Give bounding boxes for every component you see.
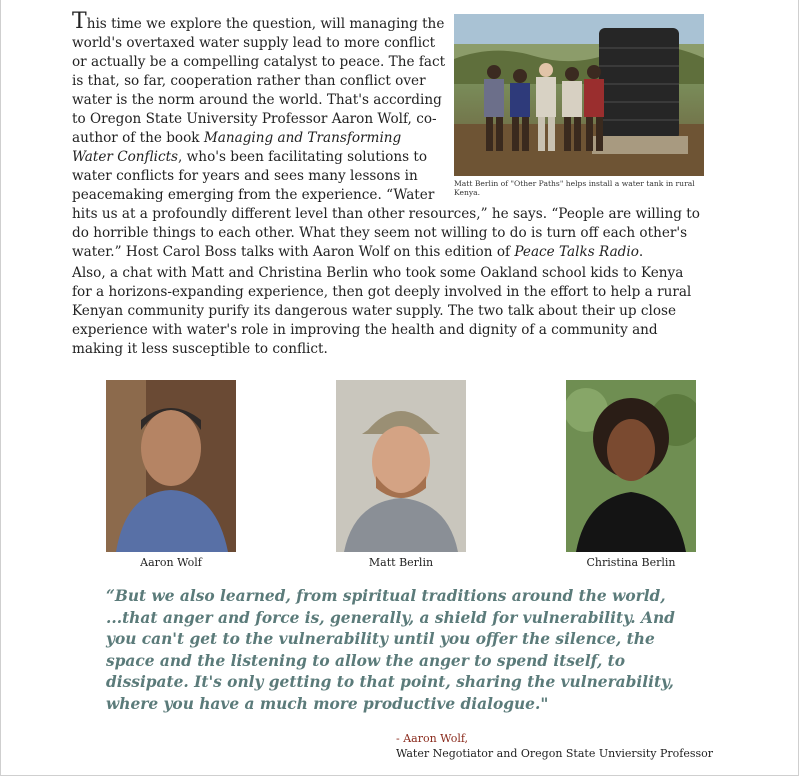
attribution-title: Water Negotiator and Oregon State Unviersity Professor xyxy=(396,747,714,760)
portrait-name: Aaron Wolf xyxy=(140,556,202,569)
christina-berlin-photo xyxy=(566,380,696,552)
water-tank-photo xyxy=(454,14,704,176)
drop-cap: T xyxy=(72,9,87,34)
intro-text-end: . xyxy=(638,244,644,260)
photo-caption: Matt Berlin of "Other Paths" helps install a water tank in rural Kenya. xyxy=(454,179,695,197)
attribution-name: - Aaron Wolf, xyxy=(396,732,469,745)
portrait-matt-berlin xyxy=(336,380,466,569)
portrait-name: Christina Berlin xyxy=(586,556,676,569)
portrait-aaron-wolf xyxy=(106,380,236,569)
second-paragraph: Also, a chat with Matt and Christina Berlin who took some Oakland school kids to Kenya for a horizons-expanding experience, then got deeply involved in the effort to help a rural Kenyan community purify its dangerous water supply. The two talk about their up close experience with water's role in improving the health and dignity of a community and making it less susceptible to conflict. xyxy=(72,265,692,357)
show-title: Peace Talks Radio xyxy=(514,244,639,260)
portrait-christina-berlin xyxy=(566,380,696,569)
aaron-wolf-photo xyxy=(106,380,236,552)
tank-photo-figure xyxy=(454,14,706,197)
intro-text-2: , who's been facilitating solutions to water conflicts for years and sees many lessons in peacemaking emerging from the experience. “Water hits us at a profoundly different level than other resources,” he says. “People are willing to do horrible things to each other. What they seem not willing to do is turn off each other's water.” Host Carol Boss talks with Aaron Wolf on this edition of xyxy=(72,149,700,260)
matt-berlin-photo xyxy=(336,380,466,552)
quote-attribution xyxy=(396,731,713,761)
intro-text-1: his time we explore the question, will managing the world's overtaxed water supply lead to more conflict or actually be a compelling catalyst to peace. The fact is that, so far, cooperation rather than conflict over water is the norm around the world. That's according to Oregon State University Professor Aaron Wolf, co-author of the book xyxy=(72,16,446,146)
portrait-name: Matt Berlin xyxy=(368,556,434,569)
intro-paragraph xyxy=(72,9,706,262)
book-title: Managing and Transforming Water Conflicts xyxy=(72,130,402,165)
pull-quote: “But we also learned, from spiritual traditions around the world, ...that anger and force is, generally, a shield for vulnerability. And you can't get to the vulnerability until you offer the silence, the space and the listening to allow the anger to spend itself, to dissipate. It's only getting to that point, sharing the vulnerability, where you have a much more productive dialogue." xyxy=(106,587,675,713)
